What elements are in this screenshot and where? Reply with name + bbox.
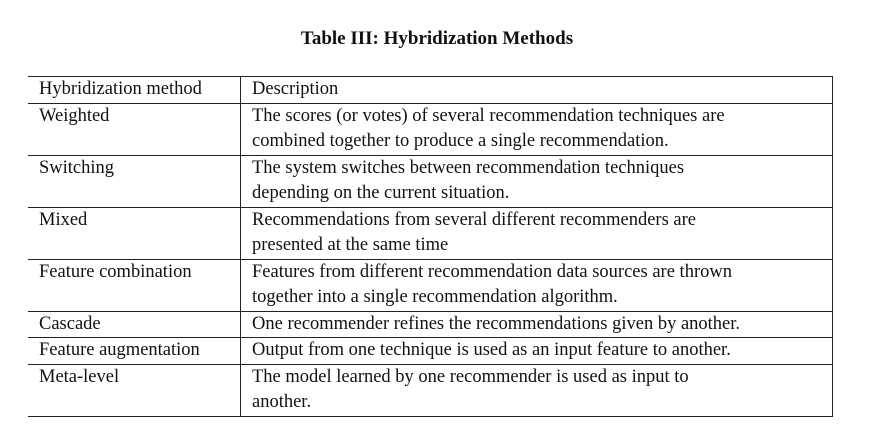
method-cell: Switching — [28, 155, 241, 207]
description-cell — [241, 155, 833, 207]
table-row — [28, 364, 833, 416]
description-line: combined together to produce a single recommendation. — [252, 131, 669, 151]
description-cell — [241, 103, 833, 155]
description-line: presented at the same time — [252, 235, 449, 255]
description-line: One recommender refines the recommendations given by another. — [252, 313, 741, 334]
description-line: Recommendations from several different recommenders are — [252, 209, 696, 230]
table-header-row — [28, 77, 833, 104]
description-cell — [241, 207, 833, 259]
description-line: The scores (or votes) of several recommendation techniques are — [252, 105, 725, 126]
description-cell — [241, 259, 833, 311]
description-line: together into a single recommendation algorithm. — [252, 287, 618, 307]
method-cell: Meta-level — [28, 364, 241, 416]
method-cell: Mixed — [28, 207, 241, 259]
description-line: The system switches between recommendation techniques — [252, 157, 685, 178]
table-caption: Table III: Hybridization Methods — [300, 28, 574, 49]
header-hybridization-method: Hybridization method — [28, 77, 241, 104]
description-line: depending on the current situation. — [252, 183, 510, 203]
table-row — [28, 103, 833, 155]
method-cell: Cascade — [28, 311, 241, 338]
description-cell — [241, 338, 833, 365]
description-cell — [241, 364, 833, 416]
method-cell: Feature augmentation — [28, 338, 241, 365]
description-cell — [241, 311, 833, 338]
table-row — [28, 338, 833, 365]
table-row — [28, 207, 833, 259]
description-line: Output from one technique is used as an input feature to another. — [252, 340, 731, 360]
table-row — [28, 155, 833, 207]
description-line: The model learned by one recommender is used as input to — [252, 366, 689, 387]
hybridization-methods-table — [28, 76, 833, 417]
table-row — [28, 259, 833, 311]
table-row — [28, 311, 833, 338]
method-cell: Feature combination — [28, 259, 241, 311]
header-description: Description — [241, 77, 833, 104]
description-line: another. — [252, 392, 312, 412]
description-line: Features from different recommendation data sources are thrown — [252, 261, 732, 282]
method-cell: Weighted — [28, 103, 241, 155]
